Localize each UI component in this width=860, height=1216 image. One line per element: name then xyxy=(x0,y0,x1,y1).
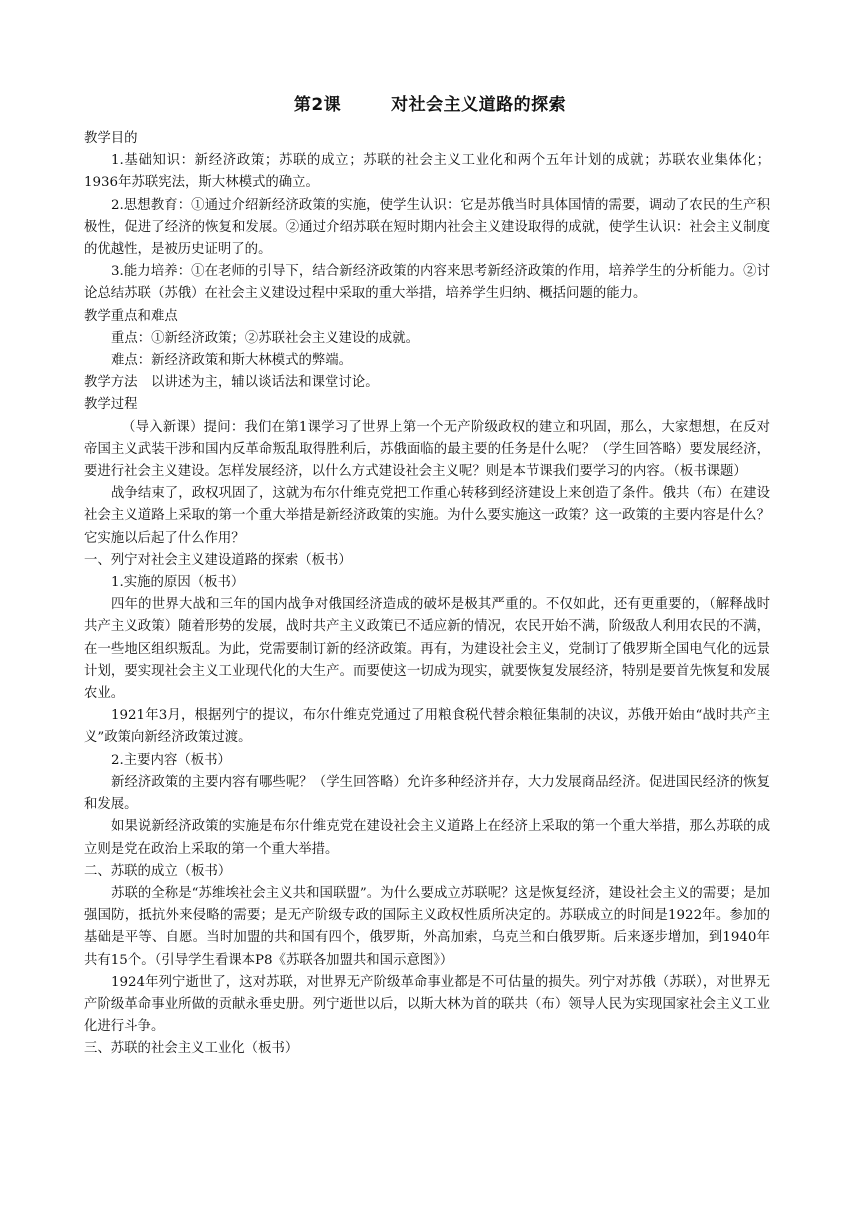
paragraph-transition: 如果说新经济政策的实施是布尔什维克党在建设社会主义道路上在经济上采取的第一个重大举措，那么苏联的成立则是党在政治上采取的第一个重大举措。 xyxy=(84,819,770,857)
paragraph-lenin-death: 1924年列宁逝世了，这对苏联，对世界无产阶级革命事业都是不可估量的损失。列宁对苏俄（苏联），对世界无产阶级革命事业所做的贡献永垂史册。列宁逝世以后，以斯大林为首的联共（布）领导人民为实现国家社会主义工业化进行斗争。 xyxy=(84,974,770,1035)
document-body xyxy=(84,128,770,1061)
paragraph-ideological-education: 2.思想教育：①通过介绍新经济政策的实施，使学生认识：它是苏俄当时具体国情的需要，调动了农民的生产积极性，促进了经济的恢复和发展。②通过介绍苏联在短时期内社会主义建设取得的成就，使学生认识：社会主义制度的优越性，是被历史证明了的。 xyxy=(84,197,770,258)
paragraph-ability-training: 3.能力培养：①在老师的引导下，结合新经济政策的内容来思考新经济政策的作用，培养学生的分析能力。②讨论总结苏联（苏俄）在社会主义建设过程中采取的重大举措，培养学生归纳、概括问题的能力。 xyxy=(84,264,770,302)
paragraph-intro: （导入新课）提问：我们在第1课学习了世界上第一个无产阶级政权的建立和巩固，那么，大家想想，在反对帝国主义武装干涉和国内反革命叛乱取得胜利后，苏俄面临的最主要的任务是什么呢？（学生回答略）要发展经济，要进行社会主义建设。怎样发展经济，以什么方式建设社会主义呢？则是本节课我们要学习的内容。（板书课题） xyxy=(84,419,770,480)
lesson-number: 第2课 xyxy=(293,95,342,115)
heading-teaching-process: 教学过程 xyxy=(84,397,138,413)
lesson-name: 对社会主义道路的探索 xyxy=(391,95,567,115)
heading-teaching-method: 教学方法 以讲述为主，辅以谈话法和课堂讨论。 xyxy=(84,375,379,391)
section-heading-3: 三、苏联的社会主义工业化（板书） xyxy=(84,1041,299,1057)
lesson-title xyxy=(0,92,860,118)
paragraph-key-point: 重点：①新经济政策；②苏联社会主义建设的成就。 xyxy=(111,330,419,346)
heading-teaching-goals: 教学目的 xyxy=(84,131,138,146)
paragraph-difficulty: 难点：新经济政策和斯大林模式的弊端。 xyxy=(111,353,353,369)
subheading-main-content: 2.主要内容（板书） xyxy=(111,752,231,768)
subheading-reasons: 1.实施的原因（板书） xyxy=(111,575,245,591)
paragraph-war-ended: 战争结束了，政权巩固了，这就为布尔什维克党把工作重心转移到经济建设上来创造了条件。俄共（布）在建设社会主义道路上采取的第一个重大举措是新经济政策的实施。为什么要实施这一政策？这一政策的主要内容是什么？它实施以后起了什么作用？ xyxy=(84,486,770,546)
paragraph-main-content: 新经济政策的主要内容有哪些呢？（学生回答略）允许多种经济并存，大力发展商品经济。促进国民经济的恢复和发展。 xyxy=(84,774,770,813)
paragraph-basic-knowledge: 1.基础知识：新经济政策；苏联的成立；苏联的社会主义工业化和两个五年计划的成就；苏联农业集体化；1936年苏联宪法，斯大林模式的确立。 xyxy=(84,153,770,191)
paragraph-reasons: 四年的世界大战和三年的国内战争对俄国经济造成的破坏是极其严重的。不仅如此，还有更重要的，（解释战时共产主义政策）随着形势的发展，战时共产主义政策已不适应新的情况，农民开始不满，阶级敌人利用农民的不满，在一些地区组织叛乱。为此，党需要制订新的经济政策。再有，为建设社会主义，党制订了俄罗斯全国电气化的远景计划，要实现社会主义工业现代化的大生产。而要使这一切成为现实，就要恢复发展经济，特别是要首先恢复和发展农业。 xyxy=(84,597,770,702)
section-heading-1: 一、列宁对社会主义建设道路的探索（板书） xyxy=(84,552,352,568)
section-heading-2: 二、苏联的成立（板书） xyxy=(84,863,232,879)
heading-key-points: 教学重点和难点 xyxy=(84,308,178,324)
paragraph-1921: 1921年3月，根据列宁的提议，布尔什维克党通过了用粮食税代替余粮征集制的决议，苏俄开始由“战时共产主义”政策向新经济政策过渡。 xyxy=(84,708,770,746)
paragraph-ussr-founding: 苏联的全称是“苏维埃社会主义共和国联盟”。为什么要成立苏联呢？这是恢复经济，建设社会主义的需要；是加强国防，抵抗外来侵略的需要；是无产阶级专政的国际主义政权性质所决定的。苏联成立的时间是1922年。参加的基础是平等、自愿。当时加盟的共和国有四个，俄罗斯，外高加索，乌克兰和白俄罗斯。后来逐步增加，到1940年共有15个。（引导学生看课本P8《苏联各加盟共和国示意图》） xyxy=(84,885,770,968)
